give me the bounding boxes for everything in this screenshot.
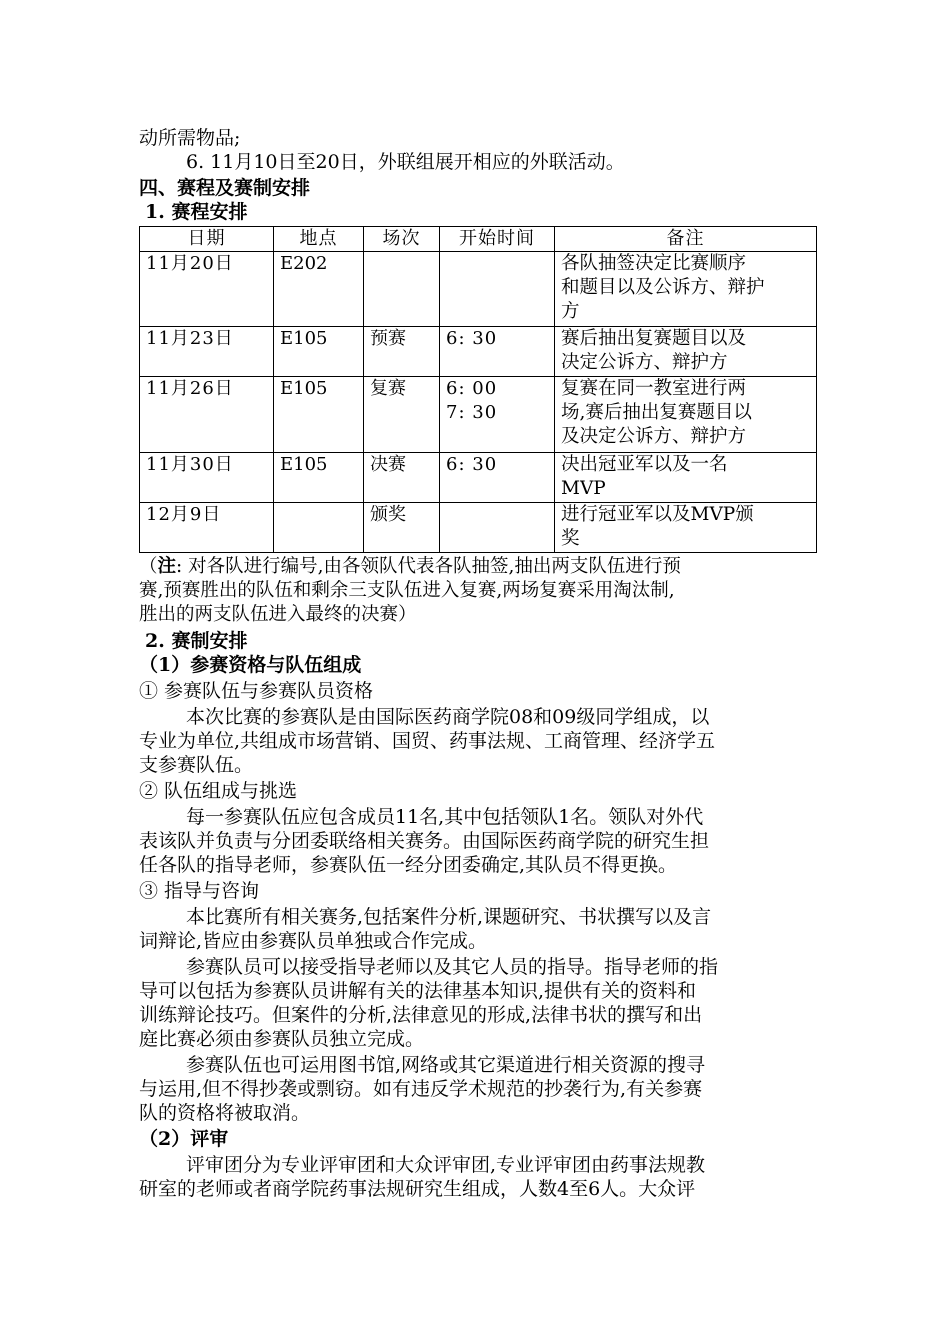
paragraph-line: 本比赛所有相关赛务,包括案件分析,课题研究、书状撰写以及言 xyxy=(186,906,712,928)
subsection-heading: （1）参赛资格与队伍组成 xyxy=(139,654,362,676)
table-note-line: 赛,预赛胜出的队伍和剩余三支队伍进入复赛,两场复赛采用淘汰制, xyxy=(139,580,675,601)
item-heading: ③ 指导与咨询 xyxy=(139,880,260,902)
time-cell: 6: 30 xyxy=(440,453,555,503)
table-row xyxy=(140,503,817,553)
date-cell: 11月26日 xyxy=(140,377,274,453)
place-cell xyxy=(274,503,364,553)
paragraph-line: 庭比赛必须由参赛队员独立完成。 xyxy=(139,1028,425,1050)
round-cell: 颁奖 xyxy=(364,503,440,553)
paragraph-line: 专业为单位,共组成市场营销、国贸、药事法规、工商管理、经济学五 xyxy=(139,730,716,752)
paragraph-line: 表该队并负责与分团委联络相关赛务。由国际医药商学院的研究生担 xyxy=(139,830,710,852)
column-header: 日期 xyxy=(140,227,274,252)
table-row xyxy=(140,252,817,327)
note-cell: 赛后抽出复赛题目以及 决定公诉方、辩护方 xyxy=(555,327,817,377)
note-cell: 各队抽签决定比赛顺序 和题目以及公诉方、辩护 方 xyxy=(555,252,817,327)
place-cell: E105 xyxy=(274,327,364,377)
paragraph-line: 本次比赛的参赛队是由国际医药商学院08和09级同学组成，以 xyxy=(186,706,710,728)
paragraph-line: 参赛队伍也可运用图书馆,网络或其它渠道进行相关资源的搜寻 xyxy=(186,1054,706,1076)
place-cell: E202 xyxy=(274,252,364,327)
note-label: 注 xyxy=(157,556,177,577)
table-row xyxy=(140,453,817,503)
subsection-heading: 2. 赛制安排 xyxy=(145,630,248,652)
item-heading: ② 队伍组成与挑选 xyxy=(139,780,298,802)
time-cell xyxy=(440,503,555,553)
date-cell: 11月20日 xyxy=(140,252,274,327)
note-cell: 复赛在同一教室进行两 场,赛后抽出复赛题目以 及决定公诉方、辩护方 xyxy=(555,377,817,453)
text-line: 动所需物品; xyxy=(139,127,241,149)
round-cell: 复赛 xyxy=(364,377,440,453)
paragraph-line: 支参赛队伍。 xyxy=(139,754,254,776)
table-row xyxy=(140,377,817,453)
table-note-line: 胜出的两支队伍进入最终的决赛） xyxy=(139,604,417,625)
text-line: 6. 11月10日至20日，外联组展开相应的外联活动。 xyxy=(186,151,625,173)
item-heading: ① 参赛队伍与参赛队员资格 xyxy=(139,680,374,702)
note-cell: 决出冠亚军以及一名 MVP xyxy=(555,453,817,503)
paragraph-line: 与运用,但不得抄袭或剽窃。如有违反学术规范的抄袭行为,有关参赛 xyxy=(139,1078,703,1100)
column-header: 地点 xyxy=(274,227,364,252)
column-header: 备注 xyxy=(555,227,817,252)
paragraph-line: 任各队的指导老师，参赛队伍一经分团委确定,其队员不得更换。 xyxy=(139,854,678,876)
time-cell: 6: 30 xyxy=(440,327,555,377)
place-cell: E105 xyxy=(274,453,364,503)
subsection-heading: 1. 赛程安排 xyxy=(145,201,248,223)
paragraph-line: 参赛队员可以接受指导老师以及其它人员的指导。指导老师的指 xyxy=(186,956,719,978)
date-cell: 11月23日 xyxy=(140,327,274,377)
schedule-table xyxy=(139,226,817,553)
table-row xyxy=(140,327,817,377)
date-cell: 12月9日 xyxy=(140,503,274,553)
note-cell: 进行冠亚军以及MVP颁 奖 xyxy=(555,503,817,553)
paragraph-line: 评审团分为专业评审团和大众评审团,专业评审团由药事法规教 xyxy=(186,1154,706,1176)
paragraph-line: 研室的老师或者商学院药事法规研究生组成，人数4至6人。大众评 xyxy=(139,1178,696,1200)
round-cell: 决赛 xyxy=(364,453,440,503)
table-header-row xyxy=(140,227,817,252)
subsection-heading: （2）评审 xyxy=(139,1128,229,1150)
paragraph-line: 训练辩论技巧。但案件的分析,法律意见的形成,法律书状的撰写和出 xyxy=(139,1004,703,1026)
paragraph-line: 队的资格将被取消。 xyxy=(139,1102,311,1124)
round-cell: 预赛 xyxy=(364,327,440,377)
time-cell: 6: 00 7: 30 xyxy=(440,377,555,453)
section-heading: 四、赛程及赛制安排 xyxy=(139,177,311,199)
paragraph-line: 词辩论,皆应由参赛队员单独或合作完成。 xyxy=(139,930,488,952)
place-cell: E105 xyxy=(274,377,364,453)
column-header: 开始时间 xyxy=(440,227,555,252)
time-cell xyxy=(440,252,555,327)
date-cell: 11月30日 xyxy=(140,453,274,503)
paragraph-line: 导可以包括为参赛队员讲解有关的法律基本知识,提供有关的资料和 xyxy=(139,980,697,1002)
column-header: 场次 xyxy=(364,227,440,252)
table-note: （注: 对各队进行编号,由各领队代表各队抽签,抽出两支队伍进行预 xyxy=(139,556,681,577)
paragraph-line: 每一参赛队伍应包含成员11名,其中包括领队1名。领队对外代 xyxy=(186,806,704,828)
round-cell xyxy=(364,252,440,327)
